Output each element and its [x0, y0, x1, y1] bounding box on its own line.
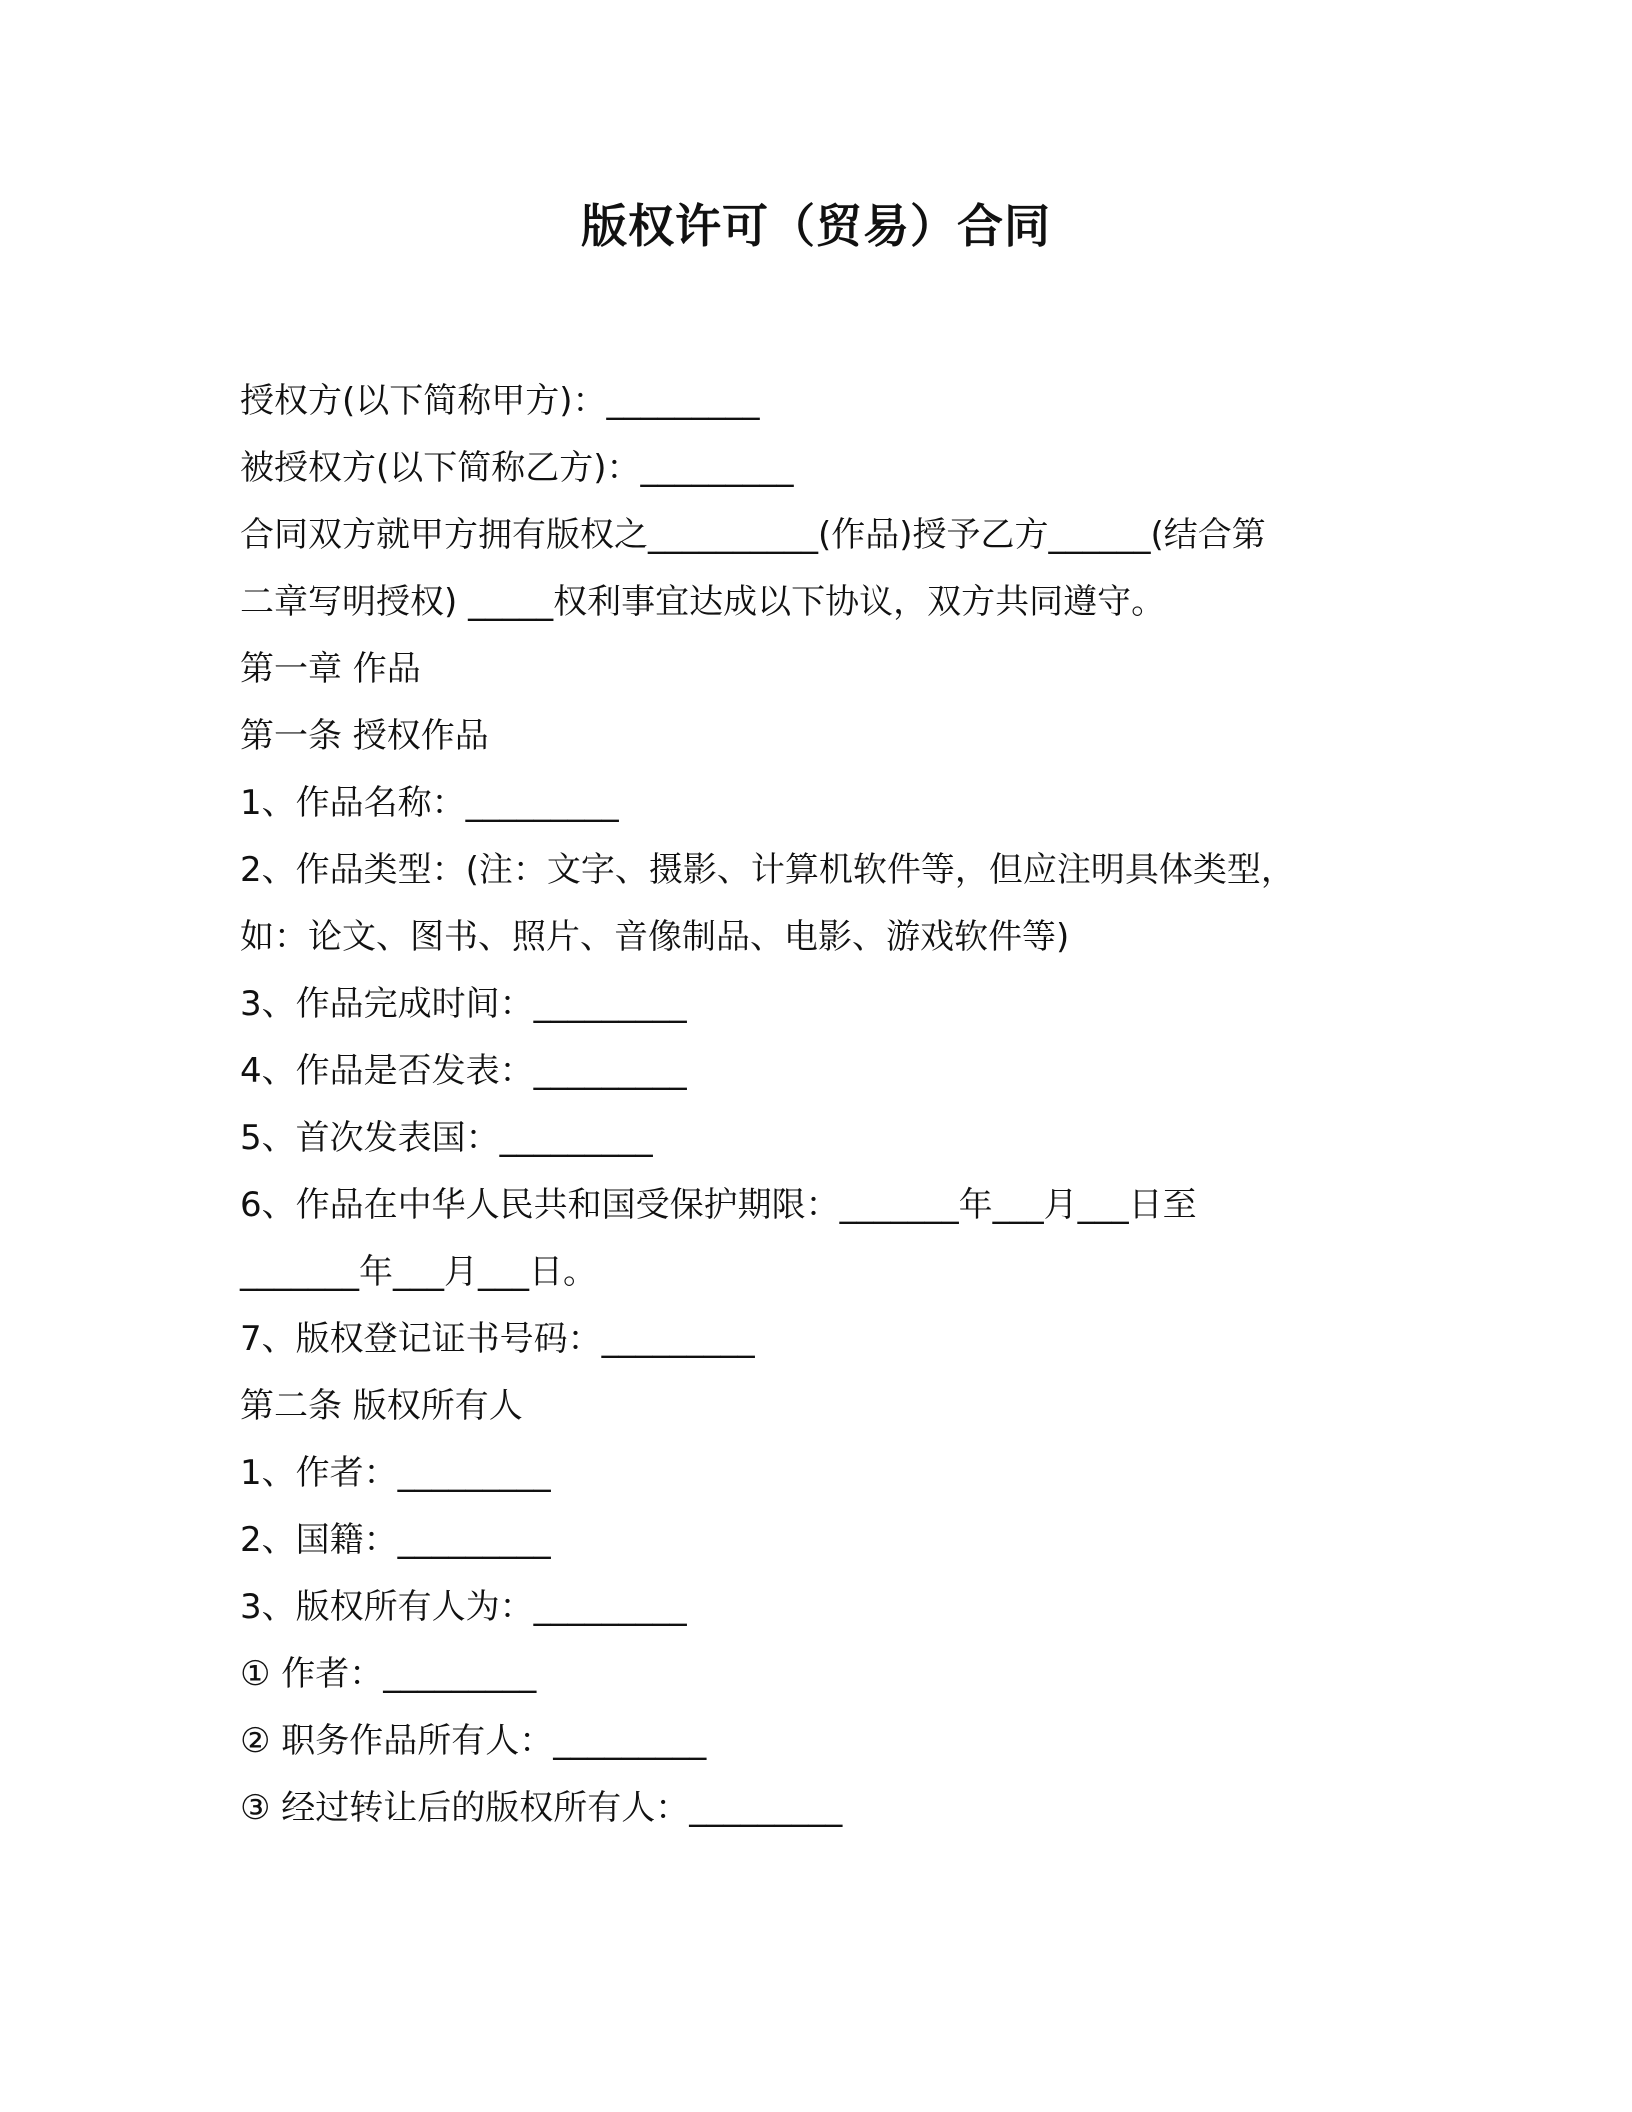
clause-line: 4、作品是否发表：_________ [240, 1051, 687, 1091]
article-heading: 第一条 授权作品 [240, 716, 489, 756]
sub-clause-line: ② 职务作品所有人：_________ [240, 1721, 707, 1761]
document-title: 版权许可（贸易）合同 [581, 199, 1051, 253]
clause-line: 3、作品完成时间：_________ [240, 984, 687, 1024]
chapter-heading: 第一章 作品 [240, 649, 421, 689]
sub-clause-line: ③ 经过转让后的版权所有人：_________ [240, 1788, 843, 1828]
sub-clause-line: ① 作者：_________ [240, 1654, 537, 1694]
agreement-intro-line-1: 合同双方就甲方拥有版权之__________(作品)授予乙方______(结合第 [240, 515, 1266, 555]
clause-line: 2、作品类型：(注：文字、摄影、计算机软件等，但应注明具体类型， [240, 850, 1295, 890]
party-b-line: 被授权方(以下简称乙方)：_________ [240, 448, 794, 488]
article-heading: 第二条 版权所有人 [240, 1386, 523, 1426]
clause-line: _______年___月___日。 [240, 1252, 597, 1292]
clause-line: 6、作品在中华人民共和国受保护期限：_______年___月___日至 [240, 1185, 1197, 1225]
clause-line: 5、首次发表国：_________ [240, 1118, 653, 1158]
clause-line: 3、版权所有人为：_________ [240, 1587, 687, 1627]
clause-line: 如：论文、图书、照片、音像制品、电影、游戏软件等) [240, 917, 1070, 957]
clause-line: 7、版权登记证书号码：_________ [240, 1319, 755, 1359]
clause-line: 1、作者：_________ [240, 1453, 551, 1493]
agreement-intro-line-2: 二章写明授权) _____权利事宜达成以下协议，双方共同遵守。 [240, 582, 1166, 622]
document-body [240, 368, 1400, 1842]
clause-line: 1、作品名称：_________ [240, 783, 619, 823]
party-a-line: 授权方(以下简称甲方)：_________ [240, 381, 760, 421]
clause-line: 2、国籍：_________ [240, 1520, 551, 1560]
